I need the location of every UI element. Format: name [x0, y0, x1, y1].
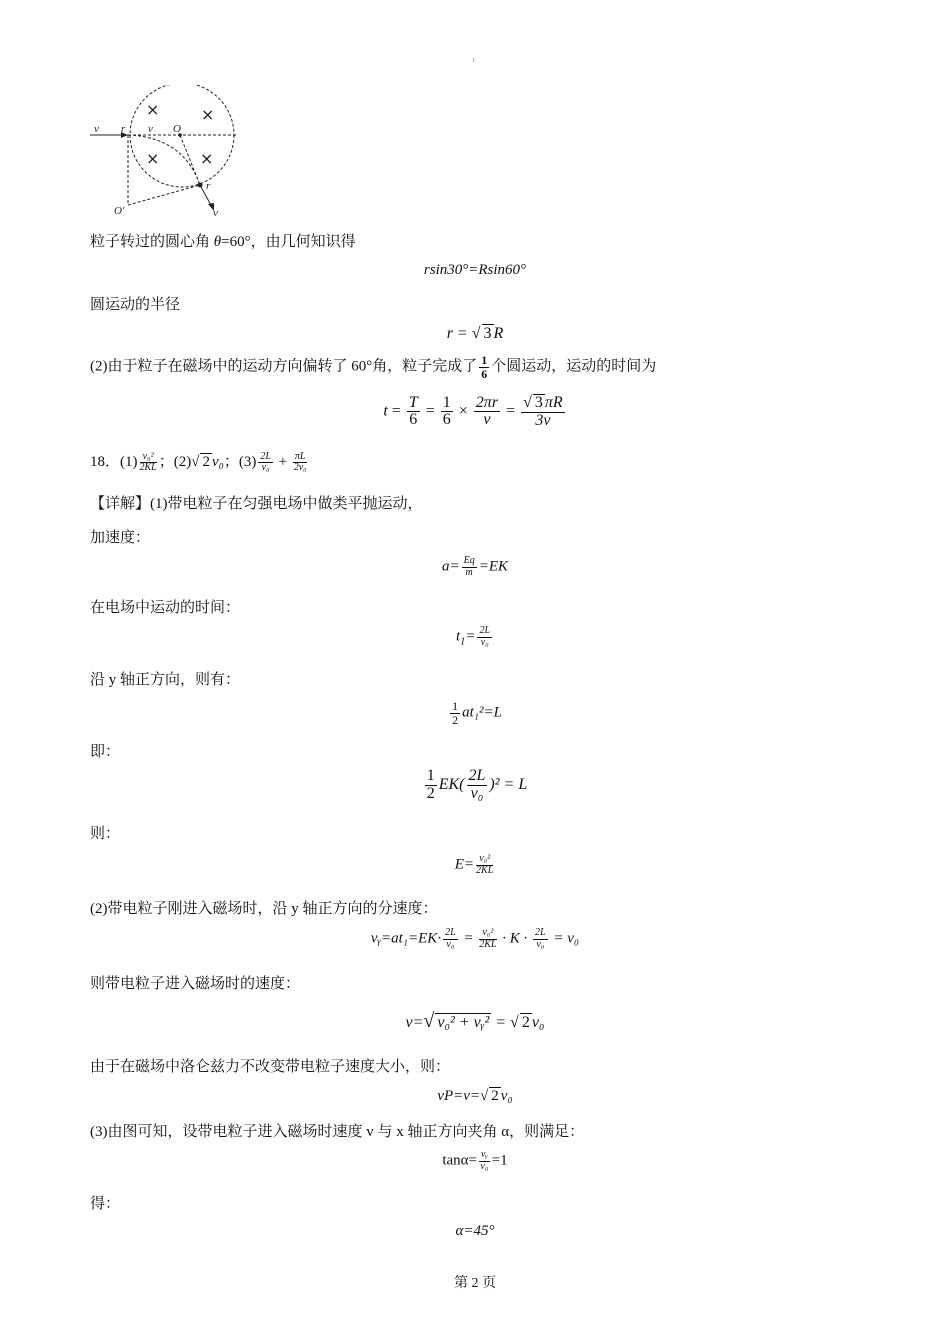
label-O-prime: O′ [114, 205, 125, 217]
equation-half-at: $\frac{1}{2}$ at₁²=L [452, 699, 502, 727]
text-ji: 即： [90, 744, 121, 760]
text-lorentz: 由于在磁场中洛仑兹力不改变带电粒子速度大小，则： [90, 1059, 451, 1075]
text-de: 得： [90, 1196, 121, 1212]
answer-18: 18．(1) $\frac{\text{v₀²}}{2KL}$ ；(2)√ 2 v₀；(3) $\frac{2L}{\text{v₀}}$ + $\frac{\pi L}{\text{2v₀}}$ [90, 450, 307, 474]
field-mark: × [201, 105, 215, 124]
text-line-angle: 粒子转过的圆心角 θ=60°，由几何知识得 [90, 234, 356, 250]
text-part3: (3)由图可知，设带电粒子进入磁场时速度 v 与 x 轴正方向夹角 α，则满足： [90, 1124, 585, 1140]
equation-tan: tanα= $\frac{\text{vᵧ}}{\text{v₀}}$ =1 [442, 1149, 508, 1172]
text-speed-enter: 则带电粒子进入磁场时的速度： [90, 976, 301, 992]
label-r-left: r [121, 123, 126, 135]
equation-alpha: α=45° [455, 1223, 495, 1239]
text-line-part2: (2)由于粒子在磁场中的运动方向偏转了 60°角，粒子完成了 $\frac{1}{6}$ 个圆运动，运动的时间为 [90, 353, 657, 381]
text-part2: (2)带电粒子刚进入磁场时，沿 y 轴正方向的分速度： [90, 901, 438, 917]
equation-r: r = √ 3 R [446, 325, 504, 342]
label-O: O [173, 123, 181, 135]
label-v-in: v [94, 123, 99, 135]
equation-vy: vᵧ=at₁=EK· $\frac{2L}{\text{v₀}}$ = $\frac{\text{v₀²}}{2KL}$ · K · $\frac{2L}{\text{v₀}}$ = v₀ [370, 927, 580, 950]
field-mark: × [200, 149, 214, 168]
equation-rsin: rsin30°=Rsin60° [423, 262, 527, 278]
circle-diagram [88, 85, 248, 225]
trajectory-arc [128, 135, 200, 185]
page-footer: 第 2 页 [454, 1276, 496, 1291]
equation-E: E= $\frac{\text{v₀²}}{2KL}$ [454, 853, 494, 876]
exit-point [198, 183, 203, 188]
field-mark: × [146, 149, 160, 168]
label-r-bottom: r [206, 180, 211, 192]
label-v-mid: v [148, 123, 153, 135]
text-ze: 则： [90, 826, 121, 842]
detail-heading: 【详解】(1)带电粒子在匀强电场中做类平抛运动， [90, 496, 423, 512]
text-accel: 加速度： [90, 530, 151, 546]
header-mark: 1 [472, 58, 475, 64]
radius-bottom [128, 185, 200, 205]
equation-ek: $\frac{1}{2}$ EK( $\frac{2L}{\text{v₀}}$ )² = L [426, 767, 528, 802]
equation-time: t = $\frac{T}{6}$ = $\frac{1}{6}$ × $\frac{2\pi r}{v}$ = $\frac{√ 3 \pi R}{3v}$ [383, 393, 563, 429]
equation-vp: vP=v=√ 2 v₀ [437, 1088, 513, 1104]
text-along-y: 沿 y 轴正方向，则有： [90, 672, 241, 688]
equation-v: v=√ v₀² + vᵧ² = √ 2 v₀ [405, 1010, 545, 1032]
label-v-out: v [213, 207, 218, 219]
field-mark: × [146, 100, 160, 119]
equation-a: a= $\frac{Eq}{m}$ =EK [441, 555, 509, 578]
text-line-radius: 圆运动的半径 [90, 297, 181, 313]
equation-t1: $t_1=$ $\frac{2L}{\text{v₀}}$ [455, 625, 491, 648]
center-to-exit [180, 135, 200, 185]
text-time-in-field: 在电场中运动的时间： [90, 600, 241, 616]
